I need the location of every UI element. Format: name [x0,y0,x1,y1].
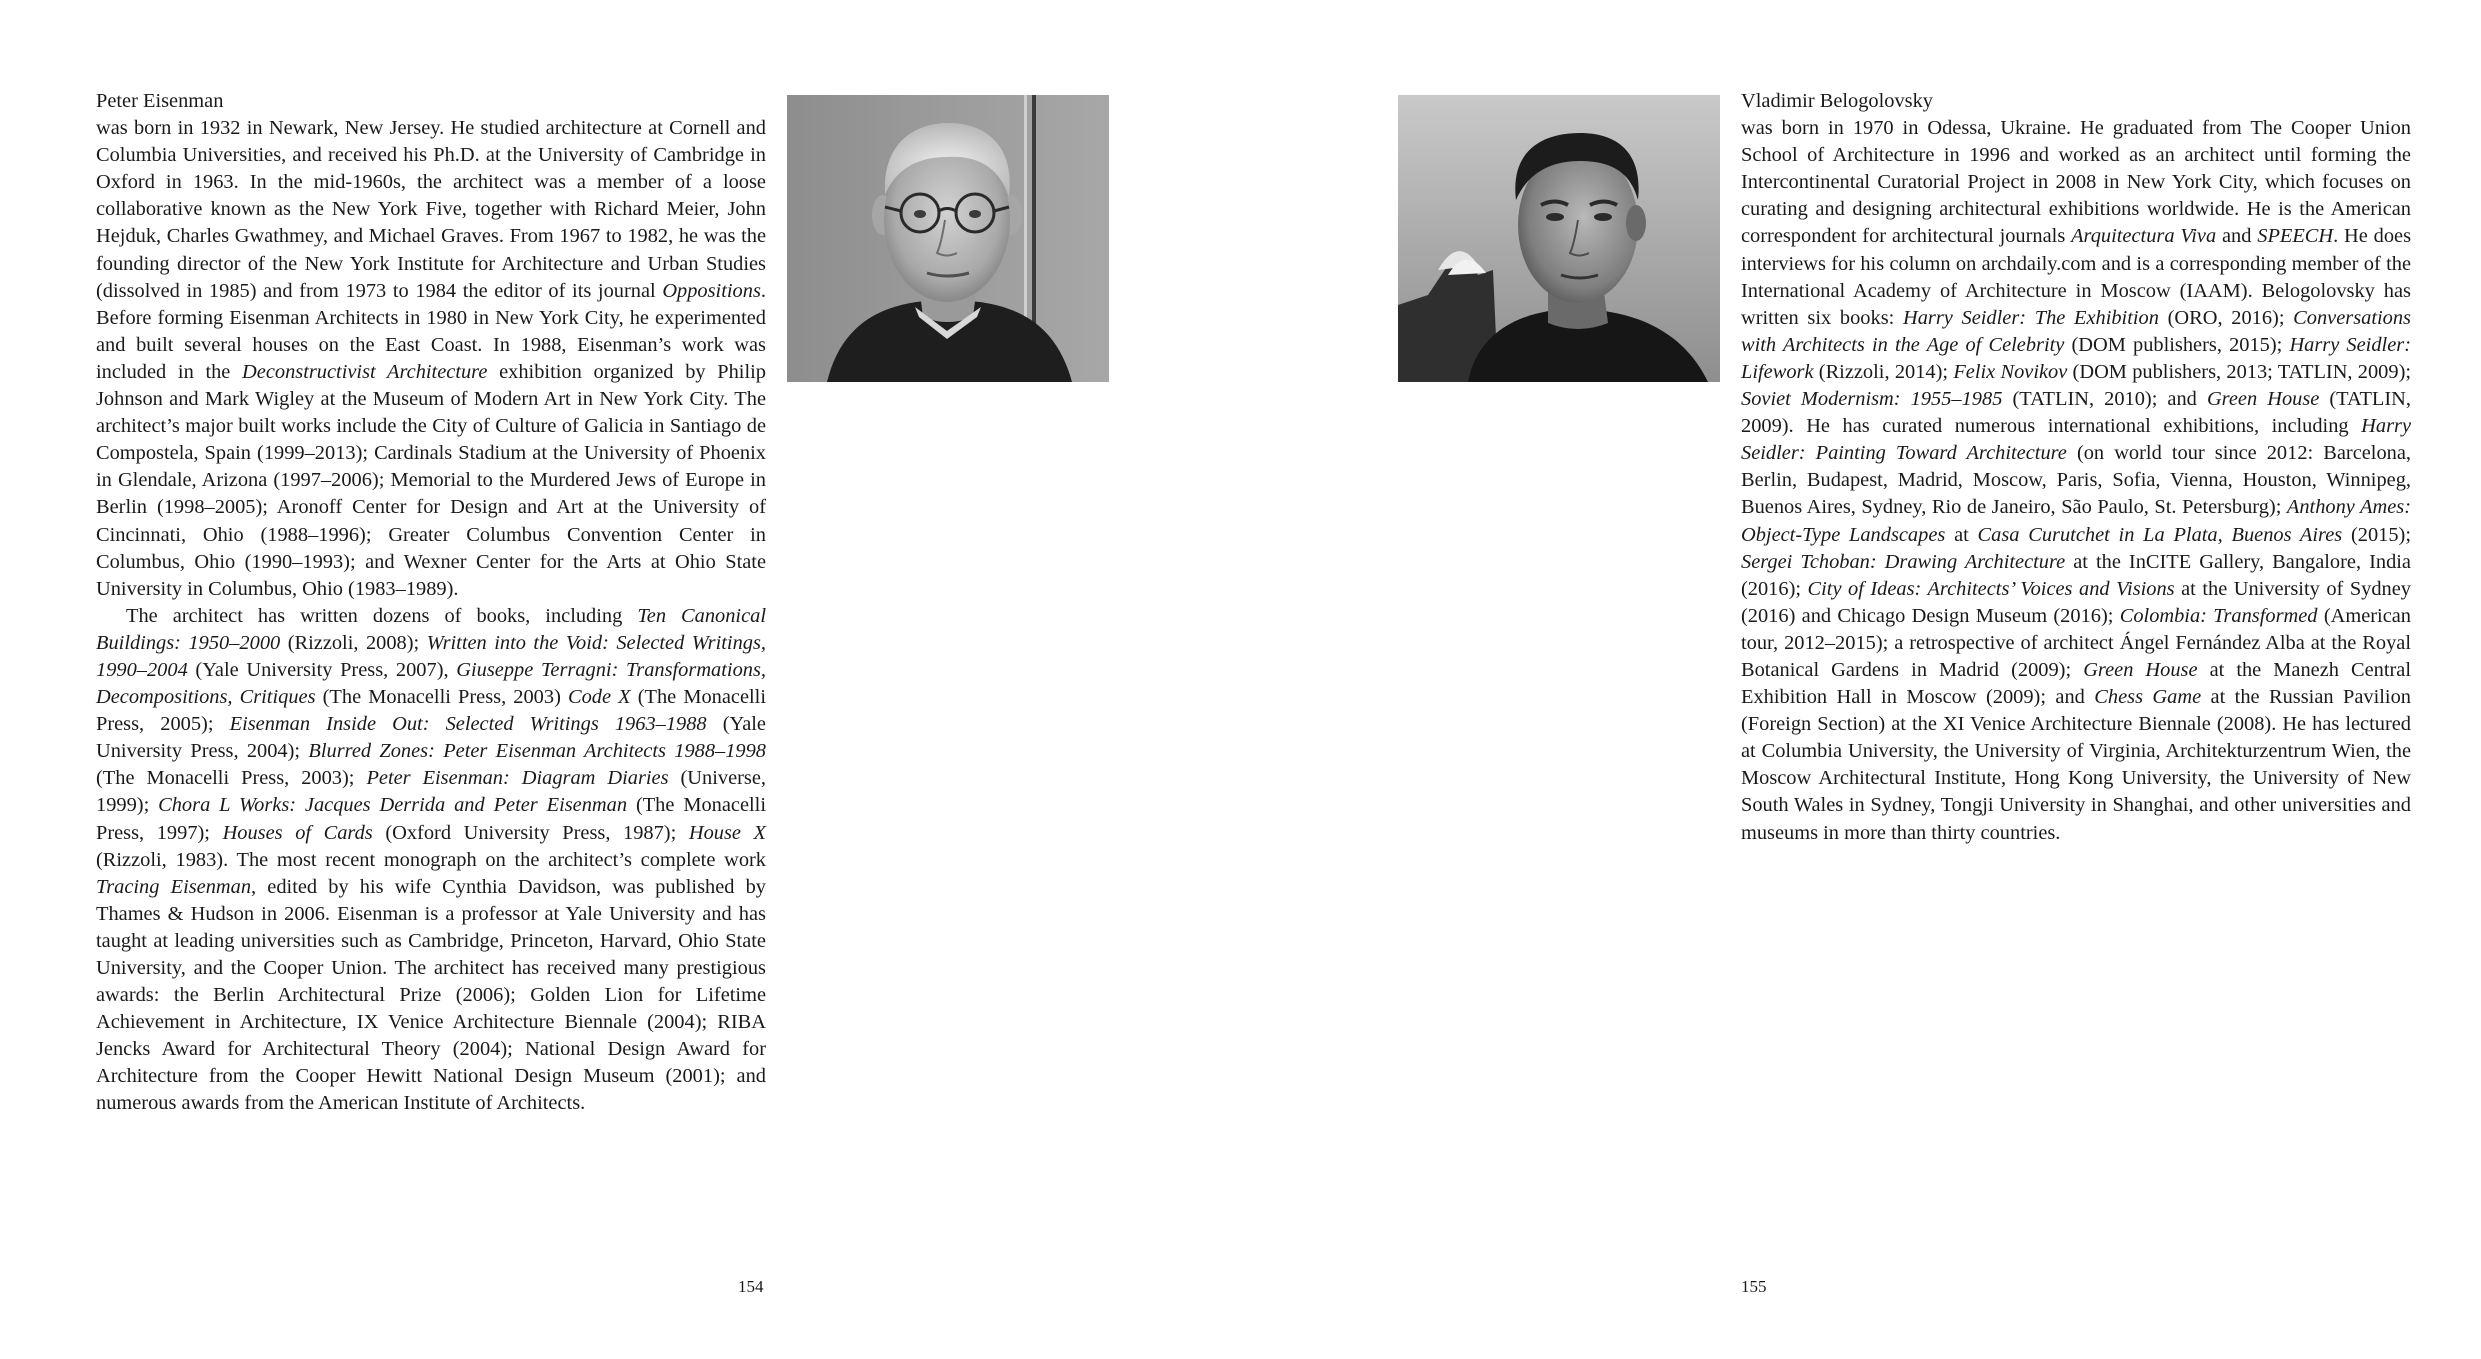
portrait-photo [787,95,1109,382]
text-run: (Rizzoli, 1983). The most recent monograph on the architect’s complete work [96,848,766,871]
text-run: (Universe, 1999); [96,767,766,817]
title-italic: Harry Seidler: Painting Toward Architecture [1741,415,2411,465]
text-run: . Before forming Eisenman Architects in 1980 in New York City, he experimented and built several houses on the East Coast. In 1988, Eisenman’s work was included in the [96,279,766,383]
title-italic: SPEECH [2257,225,2334,248]
title-italic: Deconstructivist Architecture [242,360,488,383]
bio-paragraph [96,115,766,603]
portrait-belogolovsky-image [1398,95,1720,382]
text-run: (American tour, 2012–2015); a retrospective of architect Ángel Fernández Alba at the Royal Botanical Gardens in Madrid (2009); [1741,604,2411,681]
title-italic: Arquitectura Viva [2071,225,2217,248]
page-number: 155 [1741,1277,1767,1296]
title-italic: Casa Curutchet in La Plata, Buenos Aires [1977,523,2343,546]
right-page [1241,0,2481,1359]
text-run: (Yale University Press, 2004); [96,713,766,763]
title-italic: Blurred Zones: Peter Eisenman Architects 1988–1998 [308,740,767,763]
text-run: (The Monacelli Press, 2003) [315,686,568,709]
text-run: at the University of Sydney (2016) and Chicago Design Museum (2016); [1741,577,2411,627]
text-run: (The Monacelli Press, 2003); [96,767,367,790]
title-italic: Peter Eisenman: Diagram Diaries [366,767,669,790]
title-italic: Soviet Modernism: 1955–1985 [1741,388,2003,411]
text-run: was born in 1970 in Odessa, Ukraine. He graduated from The Cooper Union School of Architecture in 1996 and worked as an architect until forming the Intercontinental Curatorial Project in 2008 in New York City, which focuses on curating and designing architectural exhibitions worldwide. He is the American correspondent for architectural journals [1741,117,2411,248]
title-italic: Houses of Cards [222,821,373,844]
text-run: at the InCITE Gallery, Bangalore, India (2016); [1741,550,2411,600]
left-page [0,0,1240,1359]
text-run: (2015); [2342,523,2411,546]
title-italic: Chora L Works: Jacques Derrida and Peter Eisenman [158,794,628,817]
text-run: was born in 1932 in Newark, New Jersey. He studied architecture at Cornell and Columbia Universities, and received his Ph.D. at the University of Cambridge in Oxford in 1963. In the mid-1960s, the architect was a member of a loose collaborative known as the New York Five, together with Richard Meier, John Hejduk, Charles Gwathmey, and Michael Graves. From 1967 to 1982, he was the founding director of the New York Institute for Architecture and Urban Studies (dissolved in 1985) and from 1973 to 1984 the editor of its journal [96,117,766,302]
text-run: (The Monacelli Press, 1997); [96,794,766,844]
title-italic: Colombia: Transformed [2119,604,2318,627]
title-italic: Anthony Ames: Object-Type Landscapes [1741,496,2411,546]
title-italic: Tracing Eisenman [96,875,252,898]
title-italic: Giuseppe Terragni: Transformations, Decompositions, Critiques [96,658,766,709]
bio-paragraph [96,603,766,1118]
title-italic: Eisenman Inside Out: Selected Writings 1963–1988 [229,713,707,736]
text-run: , edited by his wife Cynthia Davidson, was published by Thames & Hudson in 2006. Eisenman is a professor at Yale University and has taught at leading universities such as Cambridge, Princeton, Harvard, Ohio State University, and the Cooper Union. The architect has received many prestigious awards: the Berlin Architectural Prize (2006); Golden Lion for Lifetime Achievement in Architecture, IX Venice Architecture Biennale (2004); RIBA Jencks Award for Architectural Theory (2004); National Design Award for Architecture from the Cooper Hewitt National Design Museum (2001); and numerous awards from the American Institute of Architects. [96,875,766,1115]
text-run: The architect has written dozens of books, including [126,604,638,627]
title-italic: Oppositions [662,279,761,302]
text-run: (TATLIN, 2009). He has curated numerous international exhibitions, including [1741,388,2411,438]
title-italic: Ten Canonical Buildings: 1950–2000 [96,604,766,654]
text-run: at [1945,523,1978,546]
portrait-photo [1398,95,1720,382]
text-run: (TATLIN, 2010); and [2002,388,2207,411]
text-run: (DOM publishers, 2015); [2064,333,2290,356]
title-italic: Harry Seidler: The Exhibition [1902,306,2159,329]
text-run: and [2216,225,2258,248]
portrait-eisenman-image [787,95,1109,382]
title-italic: Conversations with Architects in the Age of Celebrity [1741,306,2411,356]
title-italic: Chess Game [2094,686,2202,709]
text-run: (Yale University Press, 2007), [187,658,457,681]
text-run: (DOM publishers, 2013; TATLIN, 2009); [2067,360,2412,383]
text-run: . He does interviews for his column on archdaily.com and is a corresponding member of the International Academy of Architecture in Moscow (IAAM). Belogolovsky has written six books: [1741,225,2411,329]
bio-paragraph [1741,115,2411,847]
text-run: (The Monacelli Press, 2005); [96,686,766,736]
title-italic: City of Ideas: Architects’ Voices and Visions [1807,577,2175,600]
text-run: (Rizzoli, 2008); [280,631,427,654]
text-run: (ORO, 2016); [2158,306,2294,329]
bio-peter-eisenman [96,88,766,1118]
text-run: at the Russian Pavilion (Foreign Section) at the XI Venice Architecture Biennale (2008). He has lectured at Columbia University, the University of Virginia, Architekturzentrum Wien, the Moscow Architectural Institute, Hong Kong University, the University of New South Wales in Sydney, Tongji University in Shanghai, and other universities and museums in more than thirty countries. [1741,686,2411,844]
text-run: at the Manezh Central Exhibition Hall in Moscow (2009); and [1741,658,2411,709]
title-italic: House X [688,821,766,844]
title-italic: Green House [2083,658,2198,681]
text-run: exhibition organized by Philip Johnson and Mark Wigley at the Museum of Modern Art in New York City. The architect’s major built works include the City of Culture of Galicia in Santiago de Compostela, Spain (1999–2013); Cardinals Stadium at the University of Phoenix in Glendale, Arizona (1997–2006); Memorial to the Murdered Jews of Europe in Berlin (1998–2005); Aronoff Center for Design and Art at the University of Cincinnati, Ohio (1988–1996); Greater Columbus Convention Center in Columbus, Ohio (1990–1993); and Wexner Center for the Arts at Ohio State University in Columbus, Ohio (1983–1989). [96,360,766,600]
title-italic: Code X [567,686,631,709]
title-italic: Sergei Tchoban: Drawing Architecture [1741,550,2066,573]
text-run: (on world tour since 2012: Barcelona, Berlin, Budapest, Madrid, Moscow, Paris, Sofia, Vienna, Houston, Winnipeg, Buenos Aires, Sydney, Rio de Janeiro, São Paulo, St. Petersburg); [1741,442,2412,519]
author-name: Peter Eisenman [96,90,224,112]
bio-vladimir-belogolovsky [1741,88,2411,847]
page-number: 154 [738,1277,764,1296]
text-run: (Oxford University Press, 1987); [372,821,689,844]
author-name: Vladimir Belogolovsky [1741,90,1933,112]
text-run: (Rizzoli, 2014); [1813,360,1954,383]
title-italic: Green House [2206,388,2320,411]
title-italic: Harry Seidler: Lifework [1741,333,2411,383]
title-italic: Written into the Void: Selected Writings, 1990–2004 [96,631,766,681]
title-italic: Felix Novikov [1953,360,2068,383]
